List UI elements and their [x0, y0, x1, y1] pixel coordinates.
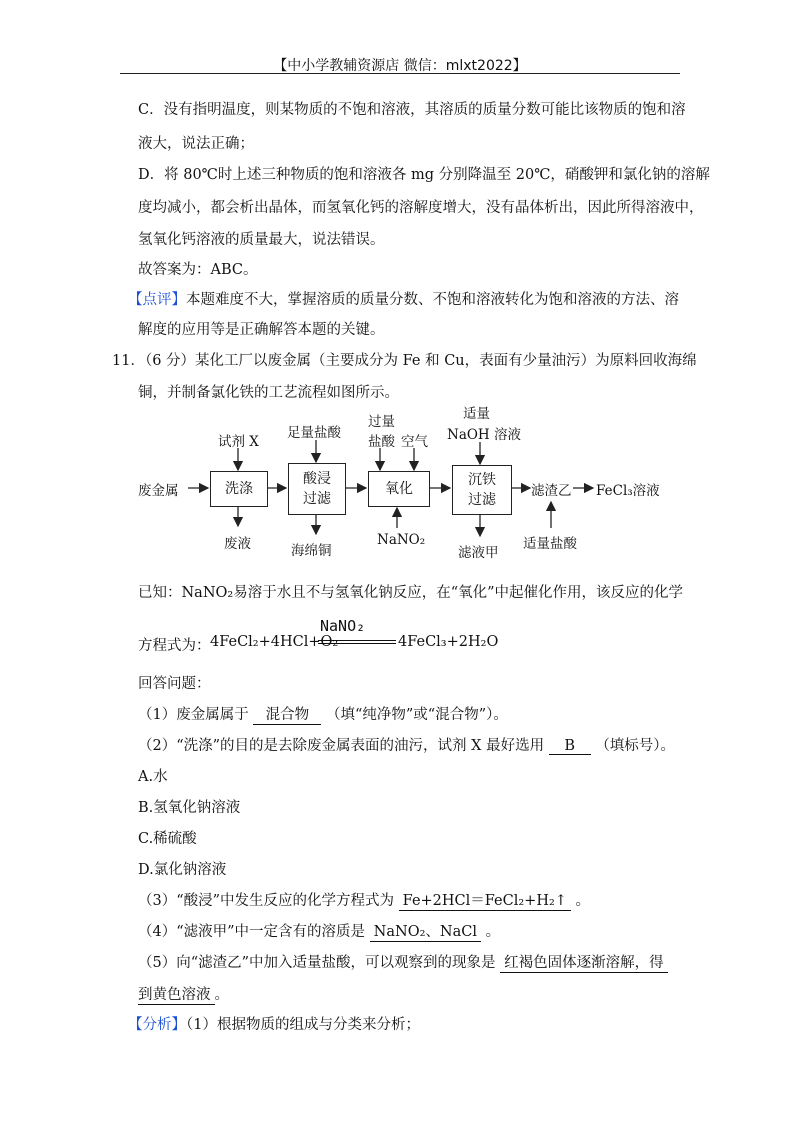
q4-prefix: （4）“滤液甲”中一定含有的溶质是	[138, 924, 366, 940]
option-d-line1: D．将 80℃时上述三种物质的饱和溶液各 mg 分别降温至 20℃，硝酸钾和氯化钠的溶解	[138, 167, 710, 183]
q2-answer: B	[549, 738, 591, 755]
q11-line2: 铜，并制备氯化铁的工艺流程如图所示。	[138, 385, 399, 401]
excess-label: 过量	[368, 414, 395, 430]
fecl3-solution-label: FeCl₃溶液	[596, 483, 660, 499]
known-line: 已知：NaNO₂易溶于水且不与氢氧化钠反应，在“氧化”中起催化作用，该反应的化学	[138, 585, 684, 601]
appropriate-label: 适量	[463, 406, 490, 422]
option-c: C.稀硫酸	[138, 831, 197, 847]
q3-prefix: （3）“酸浸”中发生反应的化学方程式为	[138, 893, 395, 909]
q4-suffix: 。	[485, 924, 501, 940]
equation-bar-top	[318, 640, 396, 641]
analysis-tag: 【分析】	[128, 1017, 186, 1033]
filter-label-2: 过滤	[468, 492, 496, 508]
naoh-solution-label: NaOH 溶液	[447, 427, 521, 443]
q4-line	[138, 920, 500, 942]
washing-box	[210, 471, 268, 507]
equation-prefix: 方程式为：	[138, 638, 211, 654]
comment-line2: 解度的应用等是正确解答本题的关键。	[138, 322, 385, 338]
appropriate-hcl-label: 适量盐酸	[523, 536, 577, 552]
q5-line1	[138, 951, 668, 973]
equation-left: 4FeCl₂+4HCl+O₂	[210, 634, 339, 650]
page-header: 【中小学教辅资源店 微信：mlxt2022】	[273, 58, 527, 74]
option-a: A.水	[138, 769, 168, 785]
answer-intro: 回答问题：	[138, 676, 211, 692]
waste-metal-label: 废金属	[138, 483, 179, 499]
option-c-line2: 液大，说法正确；	[138, 136, 254, 152]
q2-prefix: （2）“洗涤”的目的是去除废金属表面的油污，试剂 X 最好选用	[138, 738, 545, 754]
residue-b-label: 滤渣乙	[531, 483, 572, 499]
oxidation-label: 氧化	[385, 481, 413, 497]
reagent-x-label: 试剂 X	[218, 434, 259, 450]
sponge-copper-label: 海绵铜	[291, 543, 332, 559]
q3-suffix: 。	[575, 893, 591, 909]
q5-suffix: 。	[214, 987, 229, 1003]
q3-answer: Fe+2HCl＝FeCl₂+H₂↑	[399, 889, 571, 911]
equation-bar-bottom	[318, 643, 396, 644]
q5-prefix: （5）向“滤渣乙”中加入适量盐酸，可以观察到的现象是	[138, 955, 496, 971]
q1-prefix: （1）废金属属于	[138, 707, 249, 723]
sufficient-hcl-label: 足量盐酸	[287, 425, 341, 441]
q5-line2	[138, 983, 229, 1005]
equation-catalyst: NaNO₂	[320, 617, 366, 635]
acid-leach-filter-box	[288, 463, 346, 515]
equation-right: 4FeCl₃+2H₂O	[398, 634, 499, 650]
filter-label-1: 过滤	[303, 491, 331, 507]
q1-line	[138, 703, 508, 725]
nano2-label: NaNO₂	[377, 532, 426, 548]
acid-leach-label: 酸浸	[303, 471, 331, 487]
iron-precipitation-label: 沉铁	[468, 472, 496, 488]
option-d-line2: 度均减小，都会析出晶体，而氢氧化钙的溶解度增大，没有晶体析出，因此所得溶液中，	[138, 200, 704, 216]
option-d-line3: 氢氧化钙溶液的质量最大，说法错误。	[138, 232, 385, 248]
q4-answer: NaNO₂、NaCl	[370, 920, 481, 942]
q1-answer: 混合物	[253, 703, 321, 725]
iron-precipitation-box	[452, 465, 512, 515]
answer-line: 故答案为：ABC。	[138, 262, 258, 278]
option-d: D.氯化钠溶液	[138, 862, 227, 878]
oxidation-box	[368, 471, 430, 507]
air-label: 空气	[401, 434, 428, 450]
comment-tag: 【点评】	[128, 292, 186, 308]
washing-label: 洗涤	[225, 481, 253, 497]
analysis-line	[128, 1013, 420, 1034]
option-c-line1: C．没有指明温度，则某物质的不饱和溶液，其溶质的质量分数可能比该物质的饱和溶	[138, 102, 686, 118]
q2-line	[138, 734, 675, 755]
comment-text: 本题难度不大，掌握溶质的质量分数、不饱和溶液转化为饱和溶液的方法、溶	[186, 292, 679, 308]
analysis-text: （1）根据物质的组成与分类来分析；	[186, 1017, 420, 1033]
q5-answer-part2: 到黄色溶液	[138, 983, 215, 1005]
waste-liquid-label: 废液	[224, 536, 251, 552]
q1-suffix: （填“纯净物”或“混合物”）。	[325, 707, 508, 723]
filtrate-a-label: 滤液甲	[458, 545, 499, 561]
q3-line	[138, 889, 590, 911]
option-b: B.氢氧化钠溶液	[138, 800, 241, 816]
hcl-label: 盐酸	[368, 434, 395, 450]
q11-line1: 11．（6 分）某化工厂以废金属（主要成分为 Fe 和 Cu，表面有少量油污）为原料回收海绵	[112, 353, 697, 369]
q5-answer-part1: 红褐色固体逐渐溶解，得	[500, 951, 668, 973]
q2-suffix: （填标号）。	[595, 738, 676, 754]
